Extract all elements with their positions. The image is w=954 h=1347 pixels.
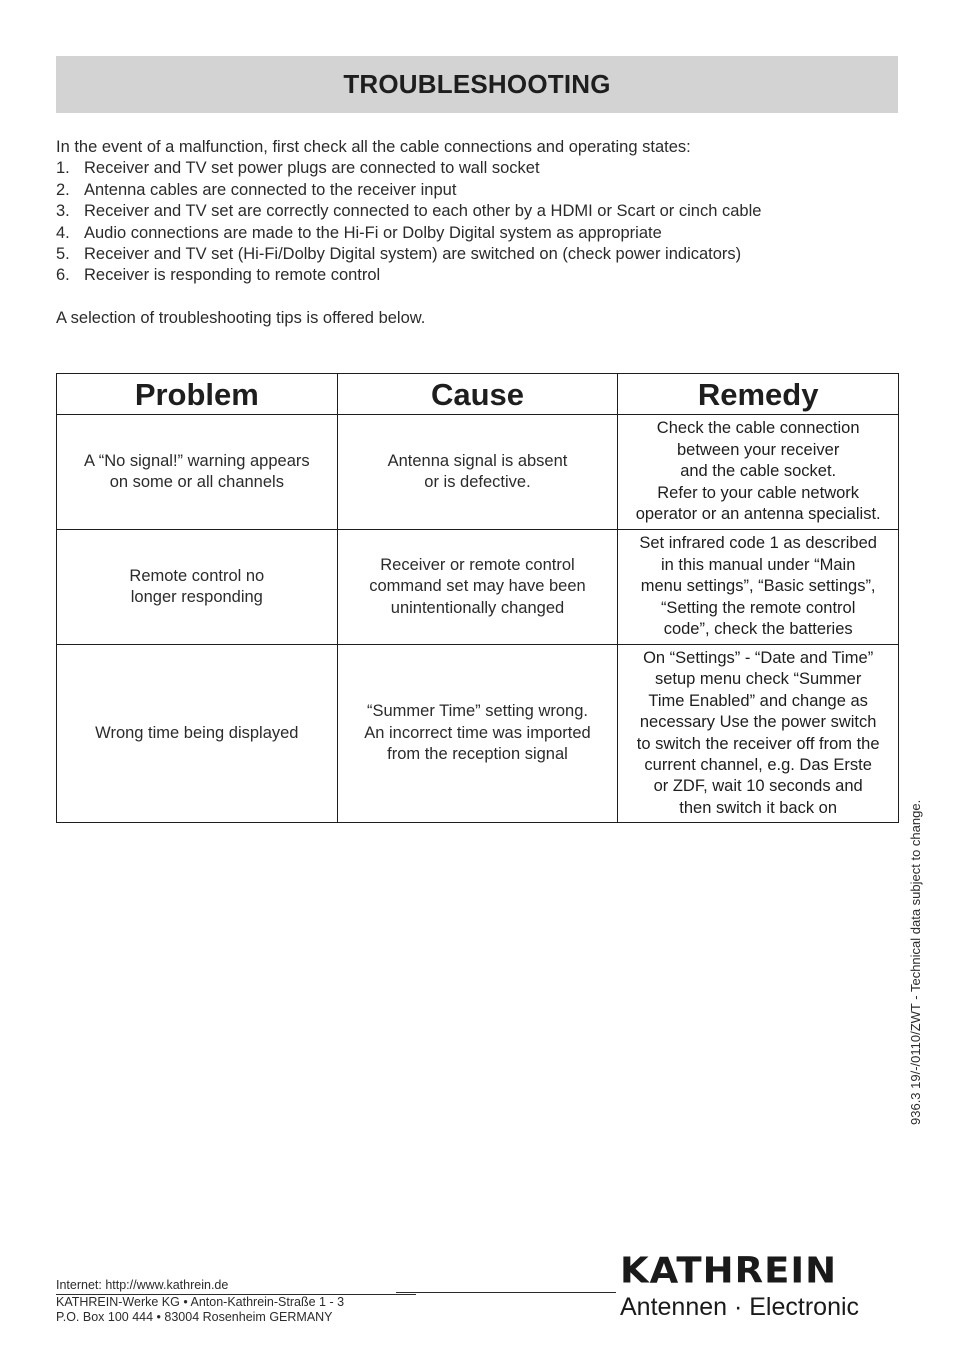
cause-cell <box>337 645 618 823</box>
page-title: TROUBLESHOOTING <box>343 69 611 99</box>
table-row <box>57 530 899 645</box>
list-item <box>56 201 916 222</box>
problem-text: Remote control no longer responding <box>129 566 265 606</box>
check-list <box>56 158 916 286</box>
remedy-text: Check the cable connection between your receiver and the cable socket. Refer to your cable network operator or an antenna specialist. <box>635 419 881 524</box>
header-problem: Problem <box>57 374 338 415</box>
intro-lead: In the event of a malfunction, first check all the cable connections and operating states: <box>56 138 691 156</box>
problem-cell <box>57 415 338 530</box>
list-item <box>56 265 916 286</box>
list-text: Receiver is responding to remote control <box>84 266 381 285</box>
list-number: 1. <box>56 159 70 178</box>
cause-text: “Summer Time” setting wrong. An incorrect time was imported from the reception signal <box>364 702 591 764</box>
list-item <box>56 180 916 201</box>
problem-text: Wrong time being displayed <box>95 723 299 742</box>
header-remedy: Remedy <box>618 374 899 415</box>
remedy-cell <box>618 530 899 645</box>
selection-note: A selection of troubleshooting tips is offered below. <box>56 308 426 327</box>
remedy-text: Set infrared code 1 as described in this manual under “Main menu settings”, “Basic settings”, “Setting the remote control code”, check the batteries <box>639 534 877 639</box>
list-number: 2. <box>56 180 70 199</box>
list-text: Antenna cables are connected to the receiver input <box>84 180 457 199</box>
side-note: 936.3 19/-/0110/ZWT - Technical data subject to change. <box>908 799 923 1125</box>
footer-address: KATHREIN-Werke KG • Anton-Kathrein-Straße 1 - 3 <box>56 1294 345 1309</box>
list-text: Receiver and TV set are correctly connected to each other by a HDMI or Scart or cinch cable <box>84 202 762 221</box>
cause-text: Receiver or remote control command set may have been unintentionally changed <box>369 555 586 617</box>
problem-cell <box>57 530 338 645</box>
list-number: 5. <box>56 245 70 264</box>
kathrein-logo <box>620 1250 900 1322</box>
list-item <box>56 244 916 265</box>
footer-divider-extension <box>396 1292 616 1293</box>
table-header-row <box>57 374 899 415</box>
list-text: Receiver and TV set (Hi-Fi/Dolby Digital system) are switched on (check power indicators) <box>84 245 742 264</box>
list-item <box>56 223 916 244</box>
cause-cell <box>337 530 618 645</box>
remedy-cell <box>618 415 899 530</box>
table-row <box>57 645 899 823</box>
footer <box>56 1278 416 1326</box>
problem-text: A “No signal!” warning appears on some or all channels <box>84 451 310 491</box>
footer-internet: Internet: http://www.kathrein.de <box>56 1278 229 1292</box>
intro-section <box>56 137 916 329</box>
list-number: 6. <box>56 266 70 285</box>
troubleshooting-table <box>56 373 899 823</box>
header-cause: Cause <box>337 374 618 415</box>
remedy-text: On “Settings” - “Date and Time” setup menu check “Summer Time Enabled” and change as necessary Use the power switch to switch the receiver off from the current channel, e.g. Das Erste or ZDF, wait 10 seconds and then switch it back on <box>636 648 880 817</box>
list-text: Audio connections are made to the Hi-Fi or Dolby Digital system as appropriate <box>84 223 662 242</box>
remedy-cell <box>618 645 899 823</box>
footer-pobox: P.O. Box 100 444 • 83004 Rosenheim GERMANY <box>56 1310 333 1324</box>
table-row <box>57 415 899 530</box>
list-item <box>56 158 916 179</box>
logo-tagline: Antennen · Electronic <box>620 1293 860 1321</box>
list-text: Receiver and TV set power plugs are connected to wall socket <box>84 159 540 178</box>
list-number: 4. <box>56 223 70 242</box>
cause-cell <box>337 415 618 530</box>
logo-brand: KATHREIN <box>620 1250 838 1292</box>
cause-text: Antenna signal is absent or is defective. <box>387 451 568 491</box>
title-bar <box>56 56 898 113</box>
problem-cell <box>57 645 338 823</box>
list-number: 3. <box>56 202 70 221</box>
